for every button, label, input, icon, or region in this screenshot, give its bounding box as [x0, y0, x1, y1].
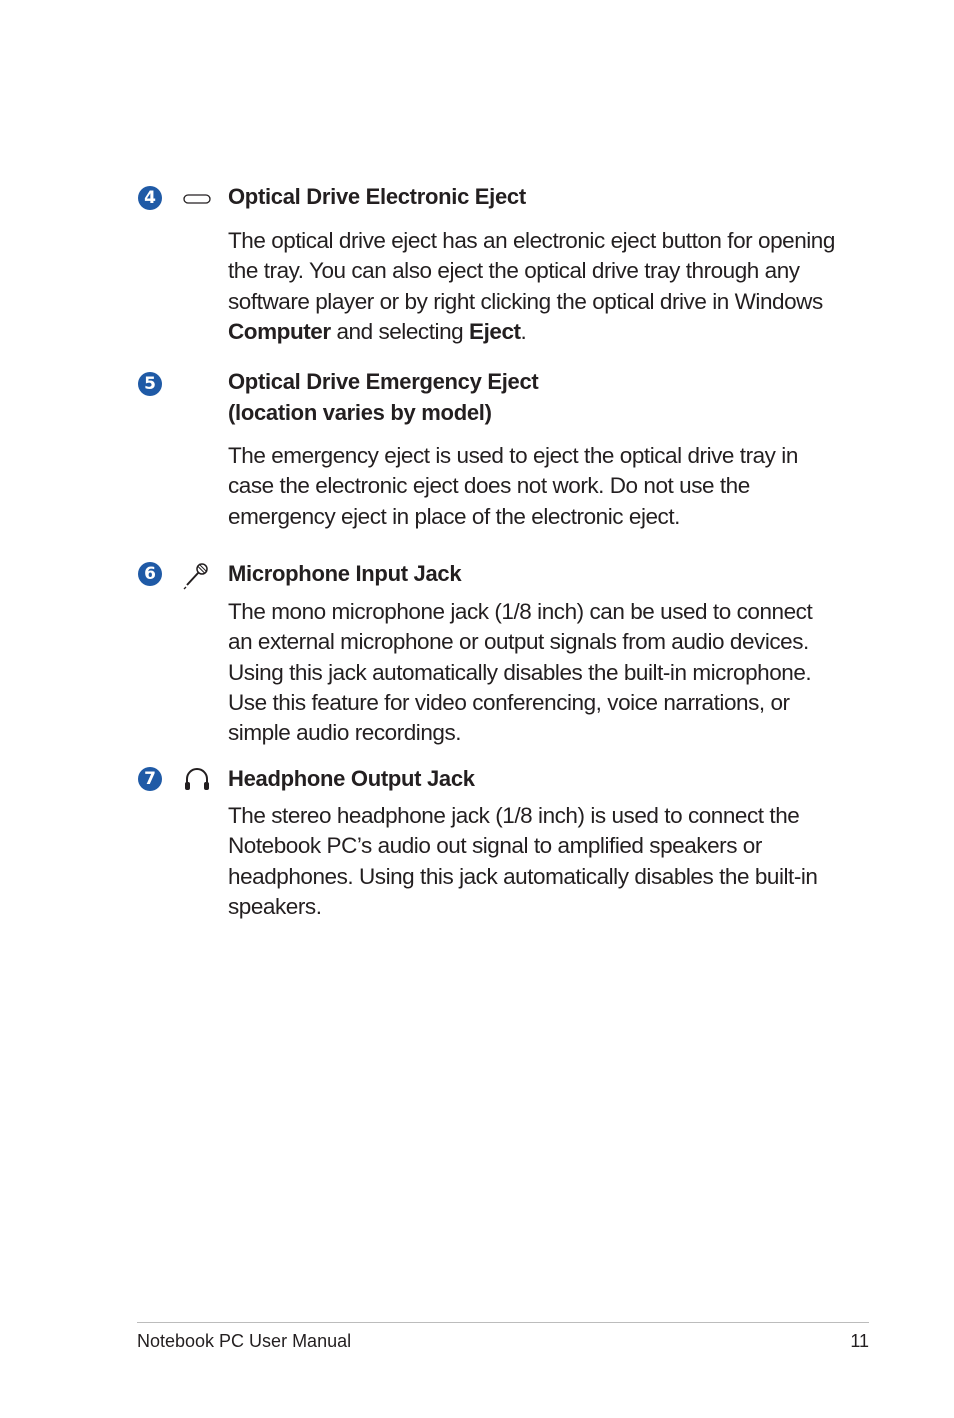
- section-title: Headphone Output Jack: [228, 766, 475, 791]
- microphone-icon: [182, 560, 212, 590]
- number-badge: 4: [138, 186, 162, 210]
- page-number: 11: [850, 1331, 869, 1351]
- footer-manual-title: Notebook PC User Manual: [137, 1331, 352, 1351]
- section-body: The optical drive eject has an electronic eject button for opening the tray. You can also eject the optical drive tray through any software player or by right clicking the optical drive in Windows Computer and selecting Eject.: [228, 228, 835, 344]
- section-body: The stereo headphone jack (1/8 inch) is used to connect the Notebook PC’s audio out signal to amplified speakers or headphones. Using this jack automatically disables the built-in speakers.: [228, 803, 818, 919]
- computer-term: Computer: [228, 318, 331, 344]
- section-body: The emergency eject is used to eject the optical drive tray in case the electronic eject does not work. Do not use the emergency eject in place of the electronic eject.: [228, 443, 798, 529]
- number-badge: 6: [138, 562, 162, 586]
- number-badge: 7: [138, 767, 162, 791]
- eject-term: Eject: [469, 318, 521, 344]
- section-title: Optical Drive Electronic Eject: [228, 184, 526, 209]
- section-title: [228, 366, 538, 428]
- section-title: Microphone Input Jack: [228, 561, 462, 586]
- number-badge: 5: [138, 372, 162, 396]
- footer-divider: [137, 1322, 869, 1323]
- headphone-icon: [182, 764, 212, 794]
- section-title-line2: (location varies by model): [228, 400, 492, 425]
- section-body: The mono microphone jack (1/8 inch) can be used to connect an external microphone or output signals from audio devices. Using this jack automatically disables the built-in microphone. Use this feature for video conferencing, voice narrations, or simple audio recordings.: [228, 599, 813, 746]
- section-title-line1: Optical Drive Emergency Eject: [228, 369, 539, 394]
- eject-button-icon: [182, 185, 212, 215]
